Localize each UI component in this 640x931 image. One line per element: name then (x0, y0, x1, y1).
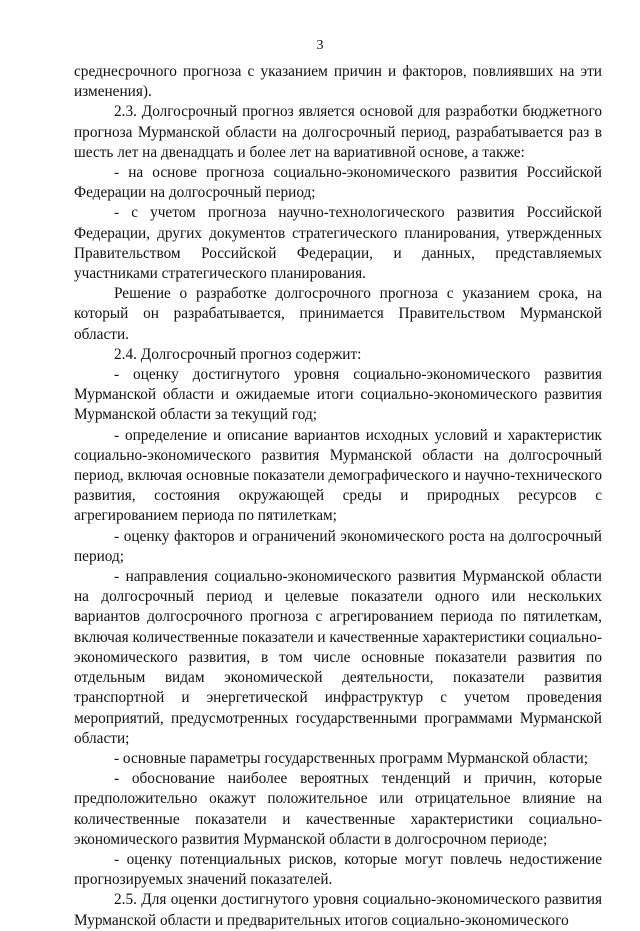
paragraph: - оценку потенциальных рисков, которые могут повлечь недостижение прогнозируемых значений показателей. (74, 850, 602, 889)
paragraph: - оценку факторов и ограничений экономического роста на долгосрочный период; (74, 527, 602, 565)
paragraph: - на основе прогноза социально-экономического развития Российской Федерации на долгосрочный период; (74, 164, 602, 202)
paragraph: - оценку достигнутого уровня социально-экономического развития Мурманской области и ожидаемые итоги социально-экономического развития Мурманской области за текущий год; (74, 366, 602, 424)
paragraph: Решение о разработке долгосрочного прогноза с указанием срока, на который он разрабатывается, принимается Правительством Мурманской области. (74, 285, 602, 343)
paragraph: - направления социально-экономического развития Мурманской области на долгосрочный период и целевые показатели одного или нескольких вариантов долгосрочного прогноза с агрегированием периода по пятилеткам, включая количественные показатели и качественные характеристики социально-экономического развития, в том числе основные показатели развития по отдельным видам экономической деятельности, показатели развития транспортной и энергетической инфраструктур с учетом проведения мероприятий, предусмотренных государственными программами Мурманской области; (74, 568, 602, 747)
paragraph: - с учетом прогноза научно-технологического развития Российской Федерации, других документов стратегического планирования, утвержденных Правительством Российской Федерации, и данных, представляемых участниками стратегического планирования. (74, 204, 602, 283)
paragraph: 2.3. Долгосрочный прогноз является основой для разработки бюджетного прогноза Мурманской области на долгосрочный период, разрабатывается раз в шесть лет на двенадцать и более лет на вариативной основе, а также: (74, 103, 602, 161)
paragraph: среднесрочного прогноза с указанием причин и факторов, повлиявших на эти изменения). (74, 63, 602, 101)
page-number: 3 (316, 38, 324, 53)
paragraph: 2.4. Долгосрочный прогноз содержит: (114, 345, 362, 363)
paragraph: - определение и описание вариантов исходных условий и характеристик социально-экономического развития Мурманской области на долгосрочный период, включая основные показатели демографического и научно-технического развития, состояния окружающей среды и природных ресурсов с агрегированием периода по пятилеткам; (74, 426, 602, 525)
paragraph: - обоснование наиболее вероятных тенденций и причин, которые предположительно окажут положительное или отрицательное влияние на количественные показатели и качественные характеристики социально-экономического развития Мурманской области в долгосрочном периоде; (74, 770, 602, 848)
document-body (74, 62, 602, 931)
paragraph: - основные параметры государственных программ Мурманской области; (114, 749, 589, 767)
paragraph: 2.5. Для оценки достигнутого уровня социально-экономического развития Мурманской области и предварительных итогов социально-экономического (74, 891, 602, 929)
